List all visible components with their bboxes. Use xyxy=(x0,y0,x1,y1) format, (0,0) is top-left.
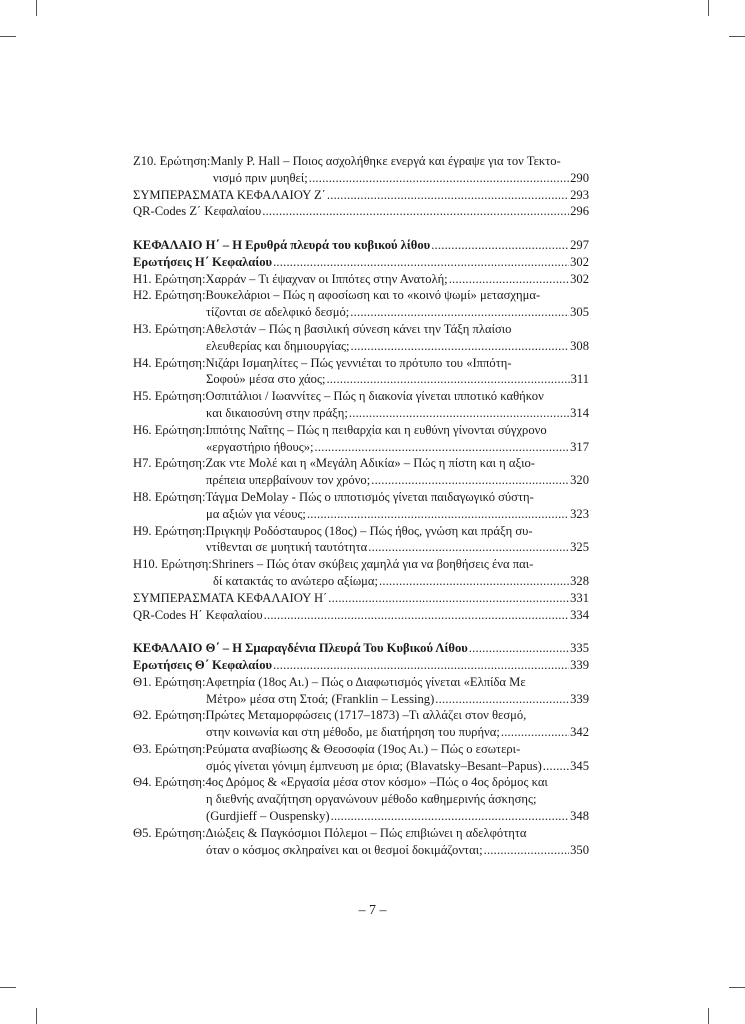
toc-entry-title: σμός γίνεται γόνιμη έμπνευση με όρια; (Blavatsky–Besant–Papus) xyxy=(206,758,542,773)
dot-leader xyxy=(501,724,569,741)
toc-entry-line xyxy=(133,472,589,489)
toc-entry-qrh[interactable] xyxy=(133,607,589,624)
toc-entry-t4[interactable] xyxy=(133,774,589,824)
toc-entry-line xyxy=(133,774,589,791)
toc-entry-page: 323 xyxy=(570,506,589,521)
toc-entry-page: 314 xyxy=(570,405,589,420)
toc-entry-page: 293 xyxy=(570,187,589,202)
dot-leader xyxy=(326,371,569,388)
toc-entry-title: νισμό πριν μυηθεί; xyxy=(213,170,308,185)
toc-entry-symph[interactable] xyxy=(133,590,589,607)
toc-entry-prefix: Θ5. Ερώτηση: xyxy=(133,825,206,840)
toc-entry-line xyxy=(133,607,589,624)
toc-entry-line xyxy=(133,321,589,338)
toc-entry-line xyxy=(133,287,589,304)
toc-entry-title: Ζακ ντε Μολέ και η «Μεγάλη Αδικία» – Πώς η πίστη και η αξιο- xyxy=(205,456,536,471)
toc-entry-line xyxy=(133,825,589,842)
toc-entry-line xyxy=(133,489,589,506)
toc-entry-line xyxy=(133,758,589,775)
toc-entry-prefix: Η4. Ερώτηση: xyxy=(133,355,206,370)
toc-entry-page: 302 xyxy=(570,271,589,286)
toc-entry-page: 334 xyxy=(570,607,589,622)
dot-leader xyxy=(327,187,569,204)
toc-entry-title: Αφετηρία (18ος Αι.) – Πώς ο Διαφωτισμός γίνεται «Ελπίδα Με xyxy=(205,674,526,689)
toc-entry-line xyxy=(133,304,589,321)
dot-leader xyxy=(331,808,570,825)
dot-leader xyxy=(371,472,569,489)
toc-entry-line xyxy=(133,842,589,859)
toc-entry-prefix: Η2. Ερώτηση: xyxy=(133,288,206,303)
toc-entry-title: Ερωτήσεις Η΄ Κεφαλαίου xyxy=(133,254,273,269)
table-of-contents xyxy=(133,153,589,858)
toc-entry-h9[interactable] xyxy=(133,523,589,557)
toc-entry-title: Χαρράν – Τι έψαχναν οι Ιππότες στην Ανατολή; xyxy=(205,271,448,286)
toc-entry-kefh[interactable] xyxy=(133,237,589,254)
dot-leader xyxy=(431,237,569,254)
toc-entry-page: 339 xyxy=(570,691,589,706)
toc-entry-line xyxy=(133,405,589,422)
toc-entry-h7[interactable] xyxy=(133,455,589,489)
toc-entry-title: ΣΥΜΠΕΡΑΣΜΑΤΑ ΚΕΦΑΛΑΙΟΥ Η΄ xyxy=(133,590,328,605)
toc-entry-h10[interactable] xyxy=(133,556,589,590)
toc-entry-qrz[interactable] xyxy=(133,203,589,220)
toc-entry-h5[interactable] xyxy=(133,388,589,422)
toc-entry-line xyxy=(133,707,589,724)
dot-leader xyxy=(435,691,569,708)
toc-entry-line xyxy=(133,640,589,657)
toc-entry-t2[interactable] xyxy=(133,707,589,741)
toc-entry-line xyxy=(133,170,589,187)
toc-entry-line xyxy=(133,657,589,674)
toc-entry-line xyxy=(133,506,589,523)
toc-entry-title: Ιππότης Ναΐτης – Πώς η πειθαρχία και η ευθύνη γίνονται σύγχρονο xyxy=(205,422,547,437)
crop-mark-top-right xyxy=(708,0,709,16)
toc-entry-page: 328 xyxy=(570,573,589,588)
toc-block-chapter-z-end xyxy=(133,153,589,220)
dot-leader xyxy=(307,506,569,523)
toc-entry-page: 305 xyxy=(570,305,589,320)
crop-mark-top-left xyxy=(36,0,37,16)
toc-entry-line xyxy=(133,254,589,271)
toc-entry-line xyxy=(133,724,589,741)
toc-block-chapter-h xyxy=(133,237,589,623)
toc-entry-sympz[interactable] xyxy=(133,187,589,204)
toc-entry-title: ελευθερίας και δημιουργίας; xyxy=(206,338,350,353)
toc-entry-page: 350 xyxy=(570,842,589,857)
section-gap xyxy=(133,623,589,640)
toc-entry-erh[interactable] xyxy=(133,254,589,271)
toc-entry-prefix: Η7. Ερώτηση: xyxy=(133,456,206,471)
toc-entry-title: ντίθενται σε μυητική ταυτότητα xyxy=(206,540,368,555)
toc-entry-title: ΚΕΦΑΛΑΙΟ Η΄ – Η Ερυθρά πλευρά του κυβικού λίθου xyxy=(133,237,431,252)
toc-entry-line xyxy=(133,455,589,472)
toc-entry-title: Βουκελάριοι – Πώς η αφοσίωση και το «κοινό ψωμί» μετασχημα- xyxy=(205,288,541,303)
toc-entry-page: 317 xyxy=(570,439,589,454)
toc-entry-page: 302 xyxy=(570,254,589,269)
dot-leader xyxy=(262,203,569,220)
toc-entry-title: και δικαιοσύνη στην πράξη; xyxy=(206,405,348,420)
toc-entry-h4[interactable] xyxy=(133,355,589,389)
toc-entry-keftheta[interactable] xyxy=(133,640,589,657)
crop-mark-bottom-right xyxy=(708,1008,709,1024)
dot-leader xyxy=(264,607,569,624)
toc-entry-title: Οσπιτάλιοι / Ιωαννίτες – Πώς η διακονία γίνεται ιπποτικό καθήκον xyxy=(205,389,544,404)
toc-entry-prefix: Θ4. Ερώτηση: xyxy=(133,775,206,790)
crop-mark-bottom-right-h xyxy=(729,987,745,988)
toc-entry-title: όταν ο κόσμος σκληραίνει και οι θεσμοί δοκιμάζονται; xyxy=(206,842,483,857)
dot-leader xyxy=(543,758,569,775)
toc-entry-line xyxy=(133,237,589,254)
crop-mark-top-left-h xyxy=(0,36,16,37)
toc-entry-page: 320 xyxy=(570,473,589,488)
toc-entry-title: QR-Codes Η΄ Κεφαλαίου xyxy=(133,607,263,622)
dot-leader xyxy=(484,842,570,859)
toc-entry-line xyxy=(133,741,589,758)
toc-entry-h2[interactable] xyxy=(133,287,589,321)
toc-entry-title: Πριγκηψ Ροδόσταυρος (18ος) – Πώς ήθος, γνώση και πράξη συ- xyxy=(205,523,533,538)
crop-mark-bottom-left-h xyxy=(0,987,16,988)
toc-entry-title: «εργαστήριο ήθους»; xyxy=(206,439,314,454)
toc-entry-prefix: Η1. Ερώτηση: xyxy=(133,271,206,286)
toc-entry-prefix: Η5. Ερώτηση: xyxy=(133,389,206,404)
toc-entry-prefix: Η9. Ερώτηση: xyxy=(133,523,206,538)
toc-entry-title: πρέπεια υπερβαίνουν τον χρόνο; xyxy=(206,473,371,488)
toc-entry-page: 296 xyxy=(570,204,589,219)
toc-entry-title: Ερωτήσεις Θ΄ Κεφαλαίου xyxy=(133,657,273,672)
toc-entry-title: 4ος Δρόμος & «Εργασία μέσα στον κόσμο» –Πώς ο 4ος δρόμος και xyxy=(205,775,548,790)
toc-entry-ertheta[interactable] xyxy=(133,657,589,674)
toc-block-chapter-theta xyxy=(133,640,589,858)
toc-entry-line xyxy=(133,388,589,405)
toc-entry-title: τίζονται σε αδελφικό δεσμό; xyxy=(206,305,350,320)
toc-entry-prefix: Η6. Ερώτηση: xyxy=(133,422,206,437)
toc-entry-title: ΚΕΦΑΛΑΙΟ Θ΄ – Η Σμαραγδένια Πλευρά Του Κυβικού Λίθου xyxy=(133,641,468,656)
toc-entry-line xyxy=(133,590,589,607)
dot-leader xyxy=(328,590,569,607)
toc-entry-page: 335 xyxy=(570,641,589,656)
toc-entry-page: 342 xyxy=(570,725,589,740)
toc-entry-prefix: Η10. Ερώτηση: xyxy=(133,557,212,572)
toc-entry-title: (Gurdjieff – Ouspensky) xyxy=(206,809,330,824)
toc-entry-title: ΣΥΜΠΕΡΑΣΜΑΤΑ ΚΕΦΑΛΑΙΟΥ Ζ΄ xyxy=(133,187,326,202)
toc-entry-page: 325 xyxy=(570,540,589,555)
toc-entry-title: Διώξεις & Παγκόσμιοι Πόλεμοι – Πώς επιβιώνει η αδελφότητα xyxy=(205,825,527,840)
toc-entry-t3[interactable] xyxy=(133,741,589,775)
dot-leader xyxy=(449,271,569,288)
dot-leader xyxy=(349,405,569,422)
toc-entry-title: Νιζάρι Ισμαηλίτες – Πώς γεννιέται το πρότυπο του «Ιππότη- xyxy=(205,355,512,370)
toc-entry-title: Manly P. Hall – Ποιος ασχολήθηκε ενεργά και έγραψε για τον Τεκτο- xyxy=(210,154,561,168)
toc-entry-page: 290 xyxy=(570,170,589,185)
toc-entry-title: Ρεύματα αναβίωσης & Θεοσοφία (19ος Αι.) – Πώς ο εσωτερι- xyxy=(205,741,521,756)
crop-mark-top-right-h xyxy=(729,36,745,37)
toc-entry-title: στην κοινωνία και στη μέθοδο, με διατήρηση του πυρήνα; xyxy=(206,725,500,740)
toc-entry-line xyxy=(133,691,589,708)
toc-entry-line xyxy=(133,674,589,691)
dot-leader xyxy=(273,254,569,271)
toc-entry-h6[interactable] xyxy=(133,422,589,456)
toc-entry-t5[interactable] xyxy=(133,825,589,859)
toc-entry-page: 308 xyxy=(570,338,589,353)
toc-entry-z10[interactable] xyxy=(133,153,589,187)
toc-entry-t1[interactable] xyxy=(133,674,589,708)
toc-entry-title: Πρώτες Μεταμορφώσεις (1717–1873) –Τι αλλάζει στον θεσμό, xyxy=(205,708,527,723)
toc-entry-line xyxy=(133,338,589,355)
toc-entry-line xyxy=(133,187,589,204)
page-number: – 7 – xyxy=(358,903,387,918)
toc-entry-page: 345 xyxy=(570,758,589,773)
dot-leader xyxy=(315,439,570,456)
toc-entry-page: 348 xyxy=(570,809,589,824)
toc-entry-page: 339 xyxy=(570,657,589,672)
section-gap xyxy=(133,220,589,237)
dot-leader xyxy=(351,338,570,355)
toc-entry-line xyxy=(133,422,589,439)
toc-entry-prefix: Η3. Ερώτηση: xyxy=(133,321,206,336)
toc-entry-page: 311 xyxy=(570,372,589,387)
toc-entry-h1[interactable] xyxy=(133,271,589,288)
toc-entry-title: Σοφού» μέσα στο χάος; xyxy=(206,372,326,387)
toc-entry-prefix: Θ2. Ερώτηση: xyxy=(133,708,206,723)
toc-entry-page: 297 xyxy=(570,237,589,252)
dot-leader xyxy=(273,657,569,674)
toc-entry-line xyxy=(133,539,589,556)
toc-entry-line xyxy=(133,791,589,808)
toc-entry-title: δί κατακτάς το ανώτερο αξίωμα; xyxy=(213,573,379,588)
toc-entry-title: QR-Codes Ζ΄ Κεφαλαίου xyxy=(133,204,262,219)
dot-leader xyxy=(368,539,569,556)
toc-entry-line xyxy=(133,153,589,170)
dot-leader xyxy=(469,640,569,657)
toc-entry-title: Τάγμα DeMolay - Πώς ο ιπποτισμός γίνεται παιδαγωγικό σύστη- xyxy=(205,489,534,504)
toc-entry-line xyxy=(133,355,589,372)
toc-entry-line xyxy=(133,556,589,573)
toc-entry-line xyxy=(133,371,589,388)
toc-entry-line xyxy=(133,808,589,825)
toc-entry-title: Αθελστάν – Πώς η βασιλική σύνεση κάνει την Τάξη πλαίσιο xyxy=(205,321,512,336)
toc-entry-h3[interactable] xyxy=(133,321,589,355)
dot-leader xyxy=(350,304,569,321)
toc-entry-title: Μέτρο» μέσα στη Στοά; (Franklin – Lessing) xyxy=(206,691,435,706)
toc-entry-line xyxy=(133,523,589,540)
toc-entry-h8[interactable] xyxy=(133,489,589,523)
crop-mark-bottom-left xyxy=(36,1008,37,1024)
toc-entry-title: μα αξιών για νέους; xyxy=(206,506,306,521)
toc-entry-prefix: Η8. Ερώτηση: xyxy=(133,489,206,504)
dot-leader xyxy=(379,573,569,590)
toc-entry-prefix: Ζ10. Ερώτηση: xyxy=(133,154,211,168)
toc-entry-line xyxy=(133,439,589,456)
toc-entry-line xyxy=(133,271,589,288)
toc-entry-line xyxy=(133,573,589,590)
toc-entry-prefix: Θ3. Ερώτηση: xyxy=(133,741,206,756)
toc-entry-page: 331 xyxy=(570,590,589,605)
dot-leader xyxy=(309,170,569,187)
toc-entry-title: Shriners – Πώς όταν σκύβεις χαμηλά για να βοηθήσεις ένα παι- xyxy=(211,557,534,572)
toc-entry-prefix: Θ1. Ερώτηση: xyxy=(133,674,206,689)
toc-entry-title: η διεθνής αναζήτηση οργανώνουν μέθοδο καθημερινής άσκησης; xyxy=(206,792,537,807)
toc-entry-line xyxy=(133,203,589,220)
